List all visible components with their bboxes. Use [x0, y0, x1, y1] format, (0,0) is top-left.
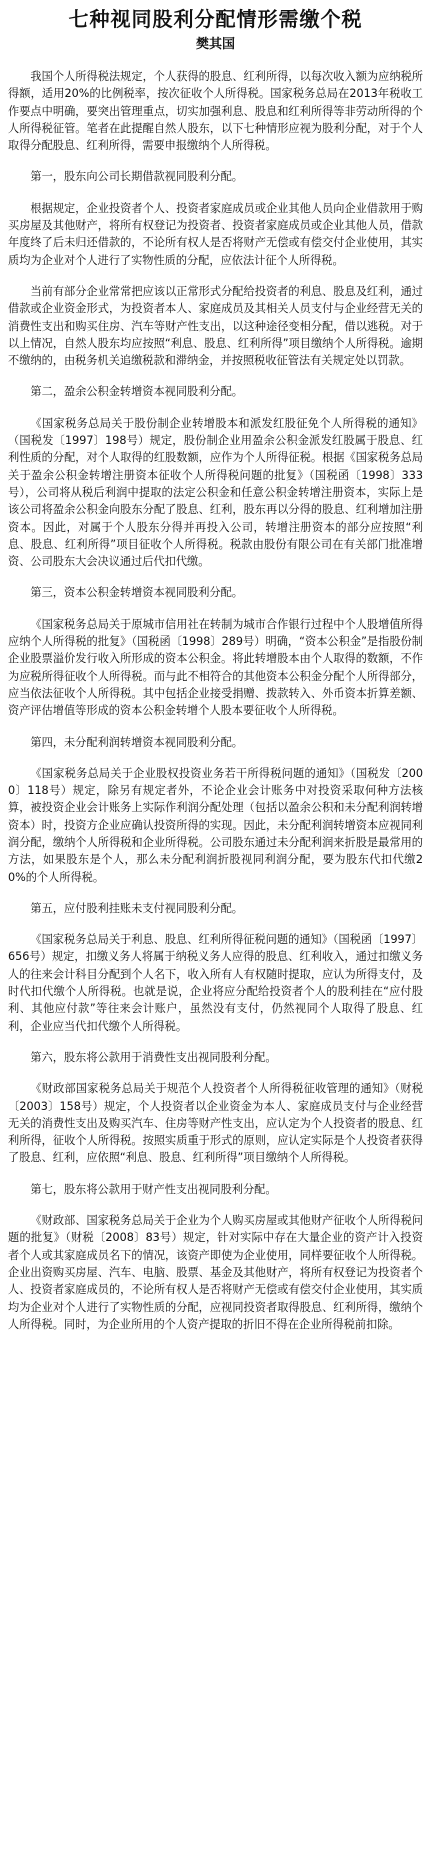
section-6-paragraph: 《财政部国家税务总局关于规范个人投资者个人所得税征收管理的通知》（财税〔2003〕158号）规定，个人投资者以企业资金为本人、家庭成员支付与企业经营无关的消费性支出及购买汽车、住房等财产性支出，应认定为个人投资者的股息、红利所得，征收个人所得税。按照实质重于形式的原则，应认定实际是个人投资者获得了股息、红利，应依照“利息、股息、红利所得”项目缴纳个人所得税。 — [8, 1082, 423, 1165]
section-heading-1: 第一，股东向公司长期借款视同股利分配。 — [30, 170, 243, 184]
section-2-paragraph: 《国家税务总局关于股份制企业转增股本和派发红股征免个人所得税的通知》（国税发〔1997〕198号）规定，股份制企业用盈余公积金派发红股属于股息、红利性质的分配，对个人取得的红股数额，应作为个人所得征税。根据《国家税务总局关于盈余公积金转增注册资本征收个人所得税问题的批复》（国税函〔1998〕333号），公司将从税后利润中提取的法定公积金和任意公积金转增注册资本，实际上是该公司将盈余公积金向股东分配了股息、红利，股东再以分得的股息、红利增加注册资本。因此，对属于个人股东分得并再投入公司，转增注册资本的部分应按照“利息、股息、红利所得”项目征收个人所得税。税款由股份有限公司在有关部门批准增资、公司股东大会决议通过后代扣代缴。 — [8, 416, 423, 569]
article-title: 七种视同股利分配情形需缴个税 — [68, 7, 363, 31]
section-heading-2: 第二，盈余公积金转增资本视同股利分配。 — [30, 385, 243, 399]
section-1-paragraph-1: 根据规定，企业投资者个人、投资者家庭成员或企业其他人员向企业借款用于购买房屋及其他财产，将所有权登记为投资者、投资者家庭成员或企业其他人员，借款年度终了后未归还借款的，不论所有权人是否将财产无偿或有偿交付企业使用，其实质均为企业对个人进行了实物性质的分配，应依法计征个人所得税。 — [8, 201, 423, 267]
section-heading-6: 第六，股东将公款用于消费性支出视同股利分配。 — [30, 1050, 277, 1064]
section-heading-5: 第五，应付股利挂账未支付视同股利分配。 — [30, 901, 243, 915]
section-7-paragraph: 《财政部、国家税务总局关于企业为个人购买房屋或其他财产征收个人所得税问题的批复》（财税〔2008〕83号）规定，针对实际中存在大量企业的资产计入投资者个人或其家庭成员名下的情况，该资产即使为企业使用，同样要征收个人所得税。企业出资购买房屋、汽车、电脑、股票、基金及其他财产，将所有权登记为投资者个人、投资者家庭成员的，不论所有权人是否将财产无偿或有偿交付企业使用，其实质均为企业对个人进行了实物性质的分配，应视同投资者取得股息、红利所得，缴纳个人所得税。同时，为企业所用的个人资产提取的折旧不得在企业所得税前扣除。 — [8, 1214, 423, 1331]
article-body — [8, 68, 423, 1333]
section-heading-3: 第三，资本公积金转增资本视同股利分配。 — [30, 586, 243, 600]
section-heading-4: 第四，未分配利润转增资本视同股利分配。 — [30, 735, 243, 749]
section-1-paragraph-2: 当前有部分企业常常把应该以正常形式分配给投资者的利息、股息及红利，通过借款或企业资金形式，为投资者本人、家庭成员及其相关人员支付与企业经营无关的消费性支出和购买住房、汽车等财产性支出，以这种途径变相分配，借以逃税。对于以上情况，自然人股东均应按照“利息、股息、红利所得”项目缴纳个人所得税。逾期不缴纳的，由税务机关追缴税款和滞纳金，并按照税收征管法有关规定处以罚款。 — [8, 284, 423, 368]
article-author: 樊其国 — [195, 37, 235, 52]
section-5-paragraph: 《国家税务总局关于利息、股息、红利所得征税问题的通知》（国税函〔1997〕656号）规定，扣缴义务人将属于纳税义务人应得的股息、红利收入，通过扣缴义务人的往来会计科目分配到个人名下，收入所有人有权随时提取，应认为所得支付，及时代扣代缴个人所得税。也就是说，企业将应分配给投资者个人的股利挂在“应付股利、其他应付款”等往来会计账户，虽然没有支付，仍然视同个人取得了股息、红利，企业应当代扣代缴个人所得税。 — [8, 933, 423, 1033]
intro-paragraph: 我国个人所得税法规定，个人获得的股息、红利所得，以每次收入额为应纳税所得额，适用20%的比例税率，按次征收个人所得税。国家税务总局在2013年税收工作要点中明确，要突出管理重点，切实加强利息、股息和红利所得等非劳动所得的个人所得税征管。笔者在此提醒自然人股东，以下七种情形应视为股利分配，对于个人取得分配股息、红利所得，需要申报缴纳个人所得税。 — [8, 70, 423, 153]
section-4-paragraph: 《国家税务总局关于企业股权投资业务若干所得税问题的通知》（国税发〔2000〕118号）规定，除另有规定者外，不论企业会计账务中对投资采取何种方法核算，被投资企业会计账务上实际作利润分配处理（包括以盈余公积和未分配利润转增资本）时，投资方企业应确认投资所得的实现。因此，未分配利润转增资本应视同利润分配，缴纳个人所得税和企业所得税。公司股东通过未分配利润来折股是最常用的方法，如果股东是个人，那么未分配利润折股视同利润分配，要为股东代扣代缴20%的个人所得税。 — [8, 766, 423, 884]
section-heading-7: 第七，股东将公款用于财产性支出视同股利分配。 — [30, 1182, 277, 1196]
section-3-paragraph: 《国家税务总局关于原城市信用社在转制为城市合作银行过程中个人股增值所得应纳个人所得税的批复》（国税函〔1998〕289号）明确，“资本公积金”是指股份制企业股票溢价发行收入所形成的资本公积金。将此转增股本由个人取得的数额，不作为应税所得征收个人所得税。而与此不相符合的其他资本公积金分配个人所得部分，应当依法征收个人所得税。其中包括企业接受捐赠、拨款转入、外币资本折算差额、资产评估增值等形成的资本公积金转增个人股本要征收个人所得税。 — [8, 617, 423, 718]
